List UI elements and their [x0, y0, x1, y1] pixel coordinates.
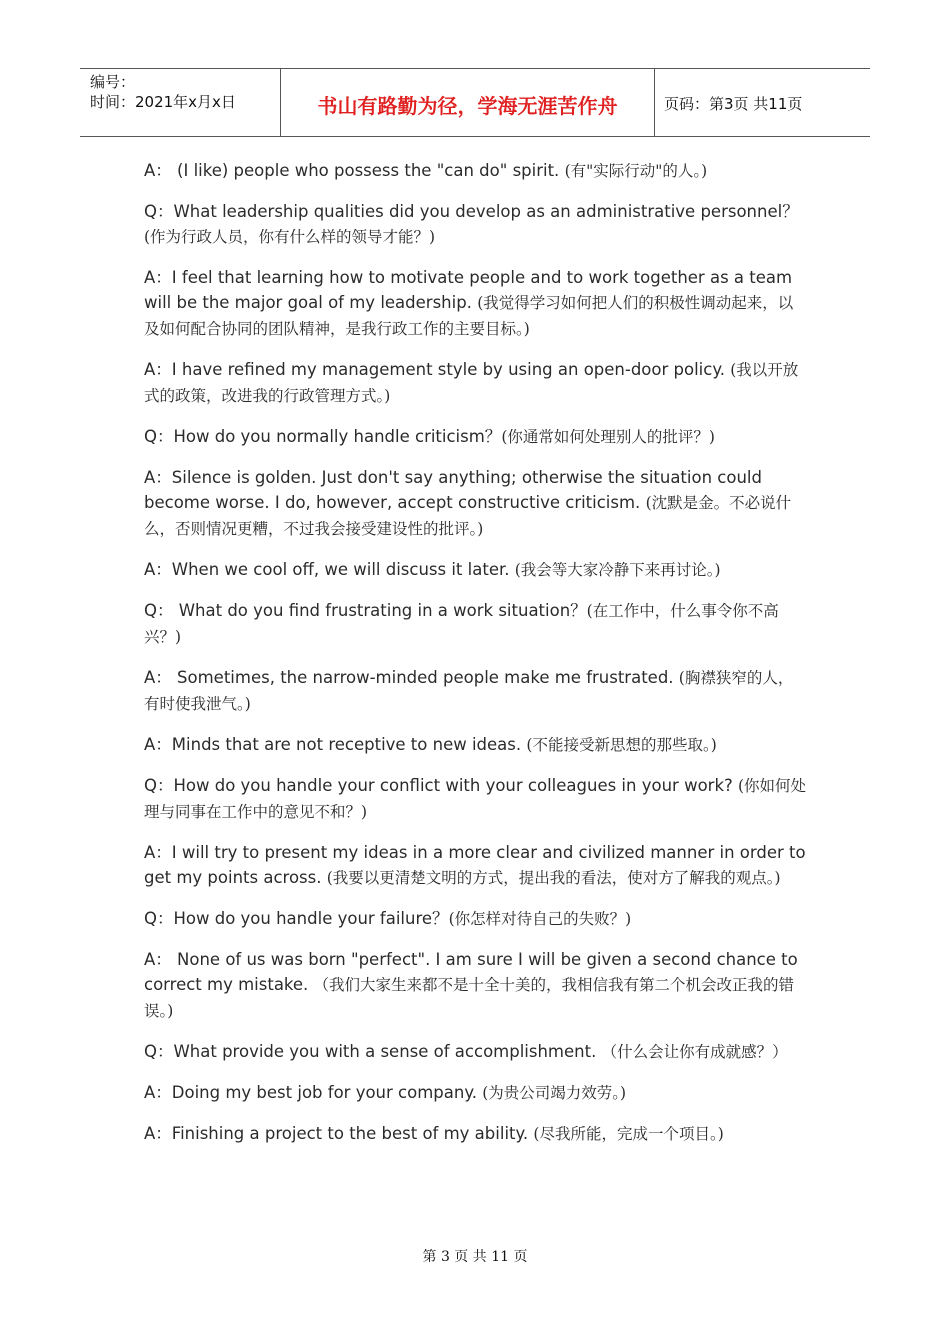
page-footer: 第 3 页 共 11 页	[422, 1249, 528, 1265]
english-text: A：I have refined my management style by using an open-door policy.	[144, 360, 731, 379]
qa-paragraph	[144, 357, 808, 409]
english-text: A： None of us was born "perfect". I am sure I will be given a second chance to correct my mistake.	[144, 950, 798, 994]
english-text: Q：How do you normally handle criticism？	[144, 427, 502, 446]
chinese-text: (我觉得学习如何把人们的积极性调动起来，以及如何配合协同的团队精神，是我行政工作的主要目标。)	[144, 294, 794, 338]
qa-paragraph	[144, 947, 808, 1024]
qa-paragraph	[144, 840, 808, 891]
chinese-text: (作为行政人员，你有什么样的领导才能？)	[144, 228, 436, 246]
header-motto: 书山有路勤为径，学海无涯苦作舟	[281, 69, 655, 136]
english-text: A： (I like) people who possess the "can do" spirit.	[144, 161, 565, 180]
number-label: 编号：	[90, 73, 136, 91]
chinese-text: (你怎样对待自己的失败？)	[448, 910, 632, 928]
header-page-info: 页码：第3页 共11页	[664, 95, 803, 113]
qa-paragraph	[144, 1039, 808, 1065]
english-text: Q：How do you handle your conflict with your colleagues in your work?	[144, 776, 738, 795]
chinese-text: (不能接受新思想的那些取。)	[526, 736, 717, 754]
qa-paragraph	[144, 465, 808, 542]
chinese-text: (我要以更清楚文明的方式，提出我的看法，使对方了解我的观点。)	[326, 869, 781, 887]
chinese-text: (胸襟狭窄的人，有时使我泄气。)	[144, 669, 794, 713]
english-text: A：Doing my best job for your company.	[144, 1083, 483, 1102]
qa-paragraph	[144, 424, 808, 450]
chinese-text: (你通常如何处理别人的批评？)	[501, 428, 715, 446]
chinese-text: (在工作中，什么事令你不高兴？)	[144, 602, 779, 646]
english-text: A：Silence is golden. Just don't say anything; otherwise the situation could become worse. I do, however, accept constructive criticism.	[144, 468, 762, 512]
page-header	[80, 68, 870, 137]
chinese-text: (尽我所能，完成一个项目。)	[533, 1125, 724, 1143]
qa-paragraph	[144, 732, 808, 758]
qa-paragraph	[144, 1080, 808, 1106]
qa-paragraph	[144, 158, 808, 184]
english-text: Q：What provide you with a sense of accomplishment.	[144, 1042, 602, 1061]
qa-paragraph	[144, 199, 808, 250]
header-meta	[80, 69, 281, 136]
english-text: A：I feel that learning how to motivate people and to work together as a team will be the major goal of my leadership.	[144, 268, 793, 312]
document-body	[144, 158, 808, 1162]
english-text: Q：What leadership qualities did you develop as an administrative personnel？	[144, 202, 799, 221]
chinese-text: (沈默是金。不必说什么，否则情况更糟，不过我会接受建设性的批评。)	[144, 494, 792, 538]
english-text: A：I will try to present my ideas in a more clear and civilized manner in order to get my points across.	[144, 843, 806, 887]
english-text: A：Minds that are not receptive to new ideas.	[144, 735, 527, 754]
chinese-text: (我会等大家冷静下来再讨论。)	[514, 561, 721, 579]
english-text: Q：How do you handle your failure？	[144, 909, 449, 928]
english-text: A： Sometimes, the narrow-minded people make me frustrated.	[144, 668, 679, 687]
english-text: Q： What do you find frustrating in a work situation？	[144, 601, 587, 620]
qa-paragraph	[144, 773, 808, 825]
chinese-text: (你如何处理与同事在工作中的意见不和？)	[144, 777, 807, 821]
time-label: 时间：2021年x月x日	[90, 93, 236, 111]
english-text: A：Finishing a project to the best of my ability.	[144, 1124, 534, 1143]
chinese-text: （什么会让你有成就感？）	[601, 1043, 788, 1061]
chinese-text: (有"实际行动"的人。)	[564, 162, 708, 180]
chinese-text: (为贵公司竭力效劳。)	[482, 1084, 627, 1102]
chinese-text: （我们大家生来都不是十全十美的，我相信我有第二个机会改正我的错误。)	[144, 976, 795, 1020]
qa-paragraph	[144, 557, 808, 583]
qa-paragraph	[144, 598, 808, 650]
qa-paragraph	[144, 906, 808, 932]
qa-paragraph	[144, 665, 808, 717]
english-text: A：When we cool off, we will discuss it later.	[144, 560, 515, 579]
chinese-text: (我以开放式的政策，改进我的行政管理方式。)	[144, 361, 799, 405]
qa-paragraph	[144, 265, 808, 342]
qa-paragraph	[144, 1121, 808, 1147]
